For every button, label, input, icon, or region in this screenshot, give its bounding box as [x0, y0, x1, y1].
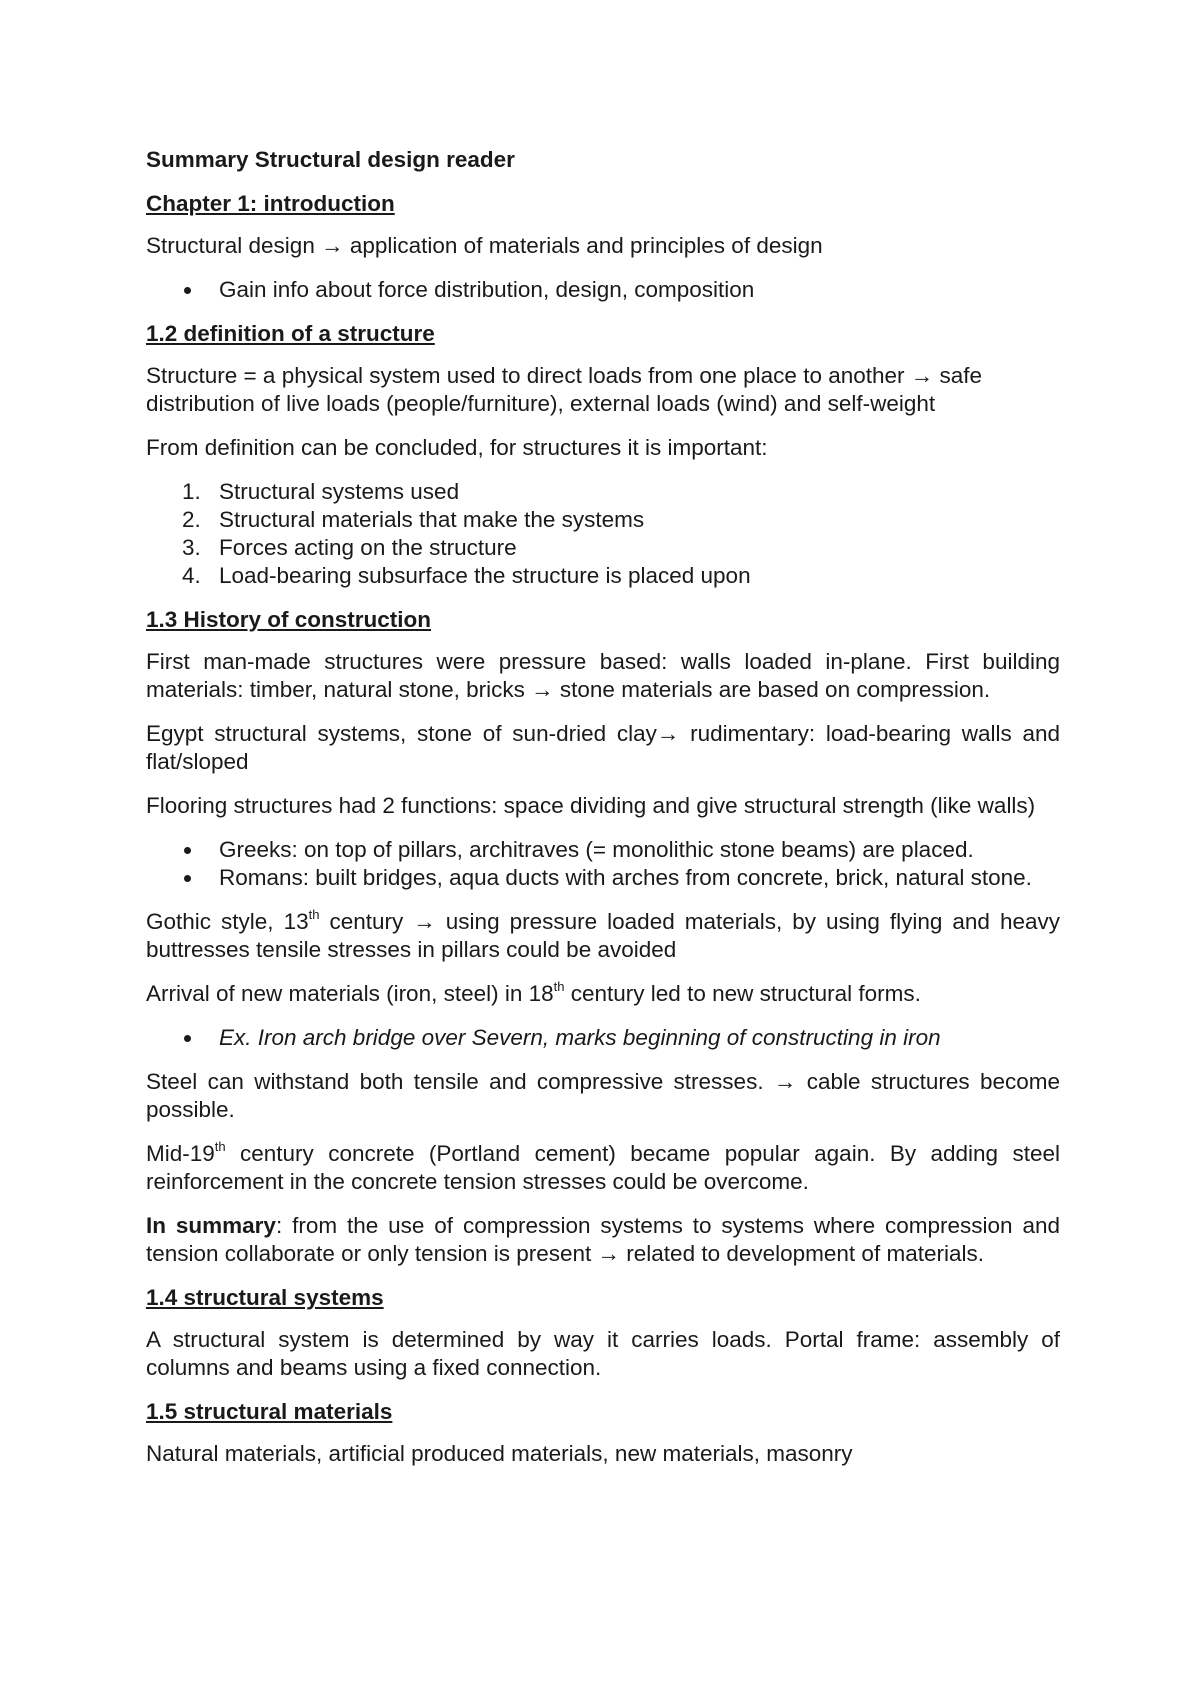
history-summary: In summary: from the use of compression systems to systems where compression and tension collaborate or only tension is present → related to development of materials. [146, 1213, 1060, 1266]
chapter-1-bullets [146, 276, 1060, 304]
arrow-icon: → [597, 1241, 621, 1266]
list-item: 1. Structural systems used [182, 479, 460, 504]
list-item: 4. Load-bearing subsurface the structure is placed upon [182, 563, 751, 588]
arrow-icon: → [413, 909, 436, 934]
chapter-1-intro: Structural design → application of materials and principles of design [146, 233, 823, 258]
history-p2: Egypt structural systems, stone of sun-dried clay→ rudimentary: load-bearing walls and flat/sloped [146, 721, 1060, 774]
chapter-1-heading: Chapter 1: introduction [146, 191, 395, 216]
section-1-3-heading: 1.3 History of construction [146, 607, 432, 632]
history-example-bullets [146, 1024, 1060, 1052]
list-item: Greeks: on top of pillars, architraves (= monolithic stone beams) are placed. [146, 836, 1060, 864]
structural-materials-text: Natural materials, artificial produced materials, new materials, masonry [146, 1441, 853, 1466]
history-p3: Flooring structures had 2 functions: space dividing and give structural strength (like walls) [146, 793, 1036, 818]
structural-systems-text: A structural system is determined by way it carries loads. Portal frame: assembly of columns and beams using a fixed connection. [146, 1327, 1060, 1380]
list-item: Romans: built bridges, aqua ducts with arches from concrete, brick, natural stone. [146, 864, 1060, 892]
bullet-icon [184, 875, 191, 882]
arrow-icon: → [656, 721, 680, 746]
bullet-icon [184, 847, 191, 854]
history-bullets [146, 836, 1060, 892]
structure-definition: Structure = a physical system used to direct loads from one place to another → safe distribution of live loads (people/furniture), external loads (wind) and self-weight [146, 363, 983, 416]
history-p4: Gothic style, 13th century → using pressure loaded materials, by using flying and heavy buttresses tensile stresses in pillars could be avoided [146, 907, 1061, 962]
document-title: Summary Structural design reader [146, 147, 515, 172]
section-1-2-heading: 1.2 definition of a structure [146, 321, 435, 346]
section-1-4-heading: 1.4 structural systems [146, 1285, 384, 1310]
list-item: Gain info about force distribution, design, composition [146, 276, 1060, 304]
section-1-5-heading: 1.5 structural materials [146, 1399, 393, 1424]
list-item: 2. Structural materials that make the systems [182, 507, 645, 532]
list-item: 3. Forces acting on the structure [182, 535, 517, 560]
list-item: Ex. Iron arch bridge over Severn, marks beginning of constructing in iron [146, 1024, 1060, 1052]
arrow-icon: → [321, 233, 344, 258]
bullet-icon [184, 287, 191, 294]
bullet-icon [184, 1035, 191, 1042]
arrow-icon: → [773, 1069, 797, 1094]
arrow-icon: → [910, 363, 934, 388]
history-p6: Steel can withstand both tensile and compressive stresses. → cable structures become possible. [146, 1069, 1060, 1122]
document-page [146, 146, 1060, 1484]
definition-conclusion: From definition can be concluded, for structures it is important: [146, 435, 768, 460]
history-p7: Mid-19th century concrete (Portland cement) became popular again. By adding steel reinforcement in the concrete tension stresses could be overcome. [146, 1139, 1060, 1194]
importance-list [146, 478, 1060, 590]
history-p5: Arrival of new materials (iron, steel) in 18th century led to new structural forms. [146, 979, 921, 1006]
history-p1: First man-made structures were pressure based: walls loaded in-plane. First building materials: timber, natural stone, bricks → stone materials are based on compression. [146, 649, 1060, 702]
arrow-icon: → [531, 677, 554, 702]
